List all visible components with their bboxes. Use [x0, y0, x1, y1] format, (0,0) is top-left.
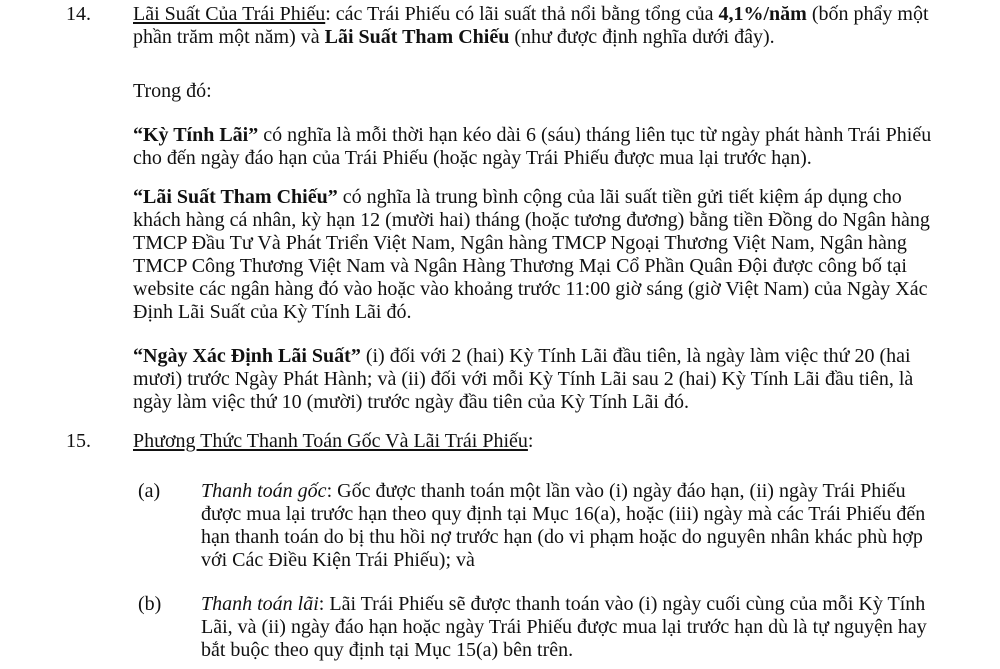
- item-text: bắt buộc theo quy định tại Mục 15(a) bên trên.: [201, 639, 574, 661]
- definition-text: TMCP Đầu Tư Và Phát Triển Việt Nam, Ngân hàng TMCP Ngoại Thương Việt Nam, Ngân hàng: [133, 232, 907, 254]
- definition-text: mươi) trước Ngày Phát Hành; và (ii) đối với mỗi Kỳ Tính Lãi sau 2 (hai) Kỳ Tính Lãi đầu tiên, là: [133, 368, 914, 390]
- section-14-line2-start: phần trăm một năm) và: [133, 26, 325, 48]
- section-14-intro: [133, 3, 983, 49]
- item-text: : Lãi Trái Phiếu sẽ được thanh toán vào (i) ngày cuối cùng của mỗi Kỳ Tính: [318, 593, 926, 615]
- item-b-label: (b): [138, 593, 162, 615]
- item-text: : Gốc được thanh toán một lần vào (i) ngày đáo hạn, (ii) ngày Trái Phiếu: [326, 480, 906, 502]
- definition-lai-suat-tham-chieu: [133, 186, 983, 324]
- definition-term: “Ngày Xác Định Lãi Suất”: [133, 345, 361, 367]
- definition-text: cho đến ngày đáo hạn của Trái Phiếu (hoặc ngày Trái Phiếu được mua lại trước hạn).: [133, 147, 812, 169]
- definition-term: “Kỳ Tính Lãi”: [133, 124, 259, 146]
- item-a-label: (a): [138, 480, 161, 502]
- trong-do-label: Trong đó:: [133, 80, 212, 102]
- section-14-line2-end: (như được định nghĩa dưới đây).: [509, 26, 775, 48]
- definition-term: “Lãi Suất Tham Chiếu”: [133, 186, 338, 208]
- section-14-heading: Lãi Suất Của Trái Phiếu: [133, 3, 326, 25]
- section-15-heading-line: [133, 430, 983, 453]
- definition-text: khách hàng cá nhân, kỳ hạn 12 (mười hai) tháng (hoặc tương đương) bằng tiền Đồng do Ngân hàng: [133, 209, 930, 231]
- definition-text: Định Lãi Suất của Kỳ Tính Lãi đó.: [133, 301, 412, 323]
- definition-text: (i) đối với 2 (hai) Kỳ Tính Lãi đầu tiên, là ngày làm việc thứ 20 (hai: [360, 345, 911, 367]
- item-text: được mua lại trước hạn theo quy định tại Mục 16(a), hoặc (iii) ngày mà các Trái Phiếu đến: [201, 503, 926, 525]
- section-14-rate: 4,1%/năm: [718, 3, 807, 25]
- item-text: với Các Điều Kiện Trái Phiếu); và: [201, 549, 475, 571]
- section-15-heading: Phương Thức Thanh Toán Gốc Và Lãi Trái Phiếu: [133, 430, 528, 452]
- definition-ky-tinh-lai: [133, 124, 983, 170]
- item-a-body: [201, 480, 991, 572]
- section-15-number: 15.: [66, 430, 91, 452]
- item-text: Lãi, và (ii) ngày đáo hạn hoặc ngày Trái Phiếu được mua lại trước hạn dù là tự nguyện hay: [201, 616, 927, 638]
- item-b-title: Thanh toán lãi: [201, 593, 319, 615]
- section-14-line1-text: : các Trái Phiếu có lãi suất thả nổi bằng tổng của: [325, 3, 719, 25]
- section-14-number: 14.: [66, 3, 91, 25]
- definition-text: ngày làm việc thứ 10 (mười) trước ngày đầu tiên của Kỳ Tính Lãi đó.: [133, 391, 689, 413]
- definition-text: TMCP Công Thương Việt Nam và Ngân Hàng Thương Mại Cổ Phần Quân Đội được công bố tại: [133, 255, 907, 277]
- item-text: hạn thanh toán do bị thu hồi nợ trước hạn (do vi phạm hoặc do nguyên nhân khác phù hợp: [201, 526, 923, 548]
- definition-text: có nghĩa là mỗi thời hạn kéo dài 6 (sáu) tháng liên tục từ ngày phát hành Trái Phiếu: [258, 124, 932, 146]
- definition-ngay-xac-dinh-lai-suat: [133, 345, 983, 414]
- definition-text: website các ngân hàng đó vào hoặc vào khoảng trước 11:00 giờ sáng (giờ Việt Nam) của Ngày Xác: [133, 278, 928, 300]
- section-15-heading-colon: :: [527, 430, 534, 452]
- section-14-line1-end: (bốn phẩy một: [806, 3, 929, 25]
- section-14-line2-term: Lãi Suất Tham Chiếu: [324, 26, 510, 48]
- item-b-body: [201, 593, 991, 662]
- item-a-title: Thanh toán gốc: [201, 480, 327, 502]
- definition-text: có nghĩa là trung bình cộng của lãi suất tiền gửi tiết kiệm áp dụng cho: [337, 186, 902, 208]
